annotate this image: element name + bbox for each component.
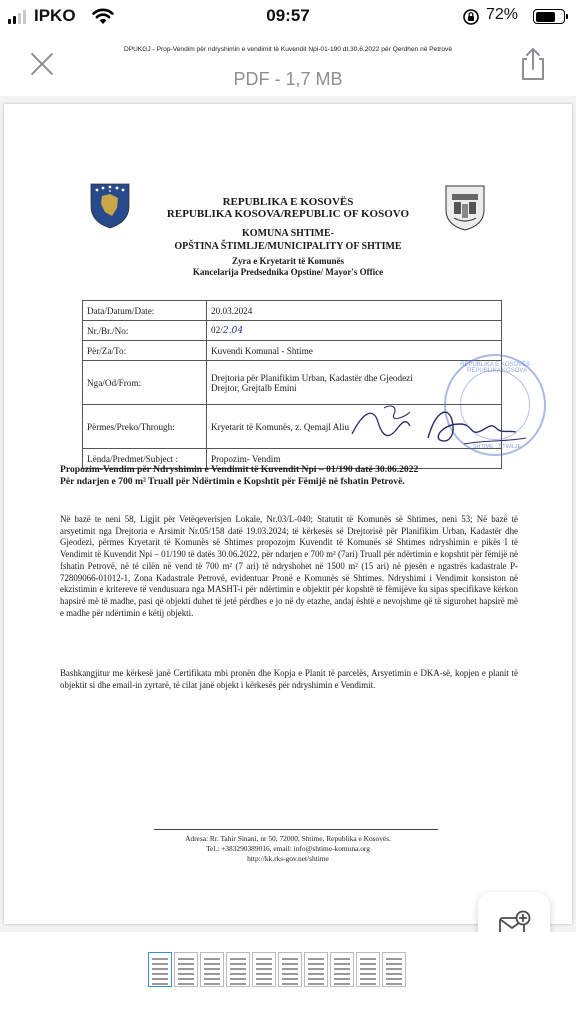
thumbnail-text-line [282, 978, 298, 980]
table-row [83, 341, 502, 361]
status-bar [0, 0, 576, 34]
subject-line: Propozim-Vendim për Ndryshimin e Vendimit të Kuvendit Npi – 01/190 datë 30.06.2022 [60, 464, 419, 475]
thumbnail-text-line [204, 983, 220, 985]
thumbnail-text-line [334, 958, 350, 960]
thumbnail-text-line [386, 963, 402, 965]
thumbnail-text-line [230, 958, 246, 960]
table-row [83, 321, 502, 341]
thumbnail-list [148, 952, 406, 987]
header-republic: REPUBLIKA E KOSOVËS [222, 196, 354, 208]
thumbnail-text-line [256, 968, 272, 970]
thumbnail-text-line [282, 963, 298, 965]
clock: 09:57 [266, 6, 310, 25]
thumbnail-text-line [334, 978, 350, 980]
header-office: Zyra e Kryetarit të Komunës [232, 256, 344, 266]
thumbnail-text-line [256, 963, 272, 965]
thumbnail-text-line [204, 978, 220, 980]
thumbnail-text-line [256, 978, 272, 980]
subject-line: Për ndarjen e 700 m² Truall për Ndërtimin e Kopshtit për Fëmijë në fshatin Petrovë. [60, 476, 405, 487]
thumbnail-text-line [178, 968, 194, 970]
thumbnail-text-line [282, 958, 298, 960]
thumbnail-text-line [256, 983, 272, 985]
thumbnail-text-line [282, 983, 298, 985]
page-thumbnail[interactable] [174, 952, 198, 987]
battery-percent: 72% [486, 6, 519, 23]
pdf-page[interactable] [4, 104, 572, 924]
document-file-name: DPUKGJ - Prop-Vendim për ndryshimin e vendimit të Kuvendit Npi-01-190 dt.30.6.2022 për Qerdhen në Petrovë [123, 46, 453, 53]
body-paragraph: Bashkangjitur me kërkesë janë Certifikata mbi pronën dhe Kopja e Planit të parcelës, Arsyetimin e DKA-së, kopjen e planit të objektit si dhe email-in zyrtarë, të cilat janë objekt i kërkesës për ndryshimin e Vendimit. [60, 668, 518, 690]
pdf-viewer[interactable] [0, 96, 576, 932]
thumbnail-text-line [360, 963, 376, 965]
table-value-prefix: 02/ [211, 325, 223, 335]
table-label: Data/Datum/Date: [83, 301, 207, 321]
page-thumbnail[interactable] [356, 952, 380, 987]
thumbnail-text-line [386, 983, 402, 985]
thumbnail-text-line [360, 968, 376, 970]
thumbnail-text-line [360, 958, 376, 960]
thumbnail-text-line [308, 983, 324, 985]
thumbnail-text-line [256, 973, 272, 975]
header-municipality-multilingual: OPŠTINA ŠTIMLJE/MUNICIPALITY OF SHTIME [174, 241, 402, 252]
table-value-line: Drejtor, Grejtalb Emini [211, 382, 297, 393]
body-paragraph: Në bazë te neni 58, Ligjit për Vetëqeverisjen Lokale, Nr.03/L-040; Statutit të Komunës së Shtimes, neni 53; Në bazë të arsyetimit nga Drejtoria e Arsimit Nr.05/158 datë 19.03.2024; të kërkesës së Drejtorisë për Planifikim Urban, Kadastër dhe Gjeodezi, përmes Kryetarit të Komunës së Shtimes propozojm Kuvendit të Komunës së Shtimes ndryshimin e pikës I të Vendimit të Kuvendit Npi – 01/190 të datës 30.06.2022, për ndarjen e 700 m² (7ari) Truall për ndërtimin e kopshtit për fëmijë në fshatin Petrovë, në të cilën në vend të 700 m² (7 ari) të ndryshohet në 1500 m² (15 ari) në pjesën e ngastrës kadastrale P-72809066-01012-1, Zona Kadastrale Petrovë, evidentuar Pronë e Komunës së Shtimes. Ndryshimi i Vendimit konsiston në ekzistimin e kritereve të vendusuara nga MASHT-i për ndërtimin e objektit për kopshtë të fëmijëve ku sipas specifikave kërkon hapsirë më të madhe, pasi që objekti duhet të jetë përdhes e jo në dy etazhe, andaj është e nevojshme që të sigurohet hapsirë më e madhe për ndërtimin e këtij objekti. [60, 514, 518, 618]
page-thumbnail[interactable] [148, 952, 172, 987]
handwritten-number: 2.04 [222, 325, 244, 336]
table-label: Përmes/Preko/Through: [83, 405, 207, 449]
thumbnail-text-line [152, 973, 168, 975]
thumbnail-text-line [360, 978, 376, 980]
thumbnail-text-line [308, 963, 324, 965]
table-row [83, 301, 502, 321]
thumbnail-text-line [204, 963, 220, 965]
battery-icon [533, 9, 565, 24]
thumbnail-text-line [204, 973, 220, 975]
thumbnail-text-line [360, 973, 376, 975]
thumbnail-text-line [308, 978, 324, 980]
thumbnail-text-line [230, 983, 246, 985]
thumbnail-text-line [386, 968, 402, 970]
footer-divider [154, 829, 438, 830]
header-republic-multilingual: REPUBLIKA KOSOVA/REPUBLIC OF KOSOVO [166, 208, 410, 220]
thumbnail-text-line [178, 978, 194, 980]
thumbnail-text-line [178, 958, 194, 960]
page-thumbnail[interactable] [382, 952, 406, 987]
battery-level [536, 12, 555, 22]
page-thumbnail[interactable] [304, 952, 328, 987]
thumbnail-text-line [308, 973, 324, 975]
page-thumbnail-strip [0, 932, 576, 1024]
thumbnail-text-line [308, 968, 324, 970]
thumbnail-text-line [386, 973, 402, 975]
thumbnail-text-line [230, 973, 246, 975]
page-thumbnail[interactable] [330, 952, 354, 987]
thumbnail-text-line [334, 968, 350, 970]
thumbnail-text-line [386, 978, 402, 980]
thumbnail-text-line [386, 958, 402, 960]
page-thumbnail[interactable] [200, 952, 224, 987]
thumbnail-text-line [334, 963, 350, 965]
thumbnail-text-line [152, 983, 168, 985]
thumbnail-text-line [178, 983, 194, 985]
header-office-multilingual: Kancelarija Predsednika Opstine/ Mayor's Office [192, 267, 384, 277]
table-label: Nr./Br./No: [83, 321, 207, 341]
footer-address: Adresa: Rr. Tahir Sinani, nr 50, 72000, Shtime, Republika e Kosovës. [185, 834, 391, 843]
thumbnail-text-line [282, 973, 298, 975]
table-value: Propozim- Vendim [207, 449, 502, 469]
thumbnail-text-line [152, 963, 168, 965]
carrier-name: IPKO [34, 6, 76, 25]
thumbnail-text-line [334, 983, 350, 985]
thumbnail-text-line [308, 958, 324, 960]
footer-website: http://kk.rks-gov.net/shtime [247, 853, 329, 863]
thumbnail-text-line [360, 983, 376, 985]
table-label: Për/Za/To: [83, 341, 207, 361]
stamp-text-top: REPUBLIKA E KOSOVËS · REPUBLIKA KOSOVA [460, 362, 534, 374]
thumbnail-text-line [230, 978, 246, 980]
thumbnail-text-line [282, 968, 298, 970]
subject-heading [60, 464, 520, 488]
table-value [207, 321, 502, 341]
thumbnail-text-line [152, 978, 168, 980]
table-value: Kryetarit të Komunës, z. Qemajl Aliu [207, 405, 502, 449]
footer-contact: Tel.: +38329038901​6, email: info@shtime-komuna.org [206, 843, 370, 853]
table-label: Lënda/Predmet/Subject : [83, 449, 207, 469]
thumbnail-text-line [256, 958, 272, 960]
table-value: Kuvendi Komunal - Shtime [207, 341, 502, 361]
thumbnail-text-line [334, 973, 350, 975]
thumbnail-text-line [230, 968, 246, 970]
page-thumbnail[interactable] [226, 952, 250, 987]
thumbnail-text-line [230, 963, 246, 965]
page-footer [104, 834, 472, 863]
table-value: 20.03.2024 [207, 301, 502, 321]
thumbnail-text-line [152, 958, 168, 960]
thumbnail-text-line [178, 963, 194, 965]
share-icon[interactable] [516, 46, 550, 82]
thumbnail-text-line [152, 968, 168, 970]
stamp-text-bottom: SHTIME · ŠTIMLJE [472, 444, 522, 450]
orientation-lock-icon [462, 8, 480, 26]
page-thumbnail[interactable] [252, 952, 276, 987]
signature-icon [344, 400, 534, 456]
table-value-line: Drejtoria për Planifikim Urban, Kadastër dhe Gjeodezi [211, 372, 413, 383]
thumbnail-text-line [204, 958, 220, 960]
page-thumbnail[interactable] [278, 952, 302, 987]
document-file-meta: PDF - 1,7 MB [233, 69, 343, 89]
table-label: Nga/Od/From: [83, 361, 207, 405]
header-municipality: KOMUNA SHTIME- [242, 228, 334, 239]
table-row [83, 361, 502, 405]
thumbnail-text-line [178, 973, 194, 975]
thumbnail-text-line [204, 968, 220, 970]
